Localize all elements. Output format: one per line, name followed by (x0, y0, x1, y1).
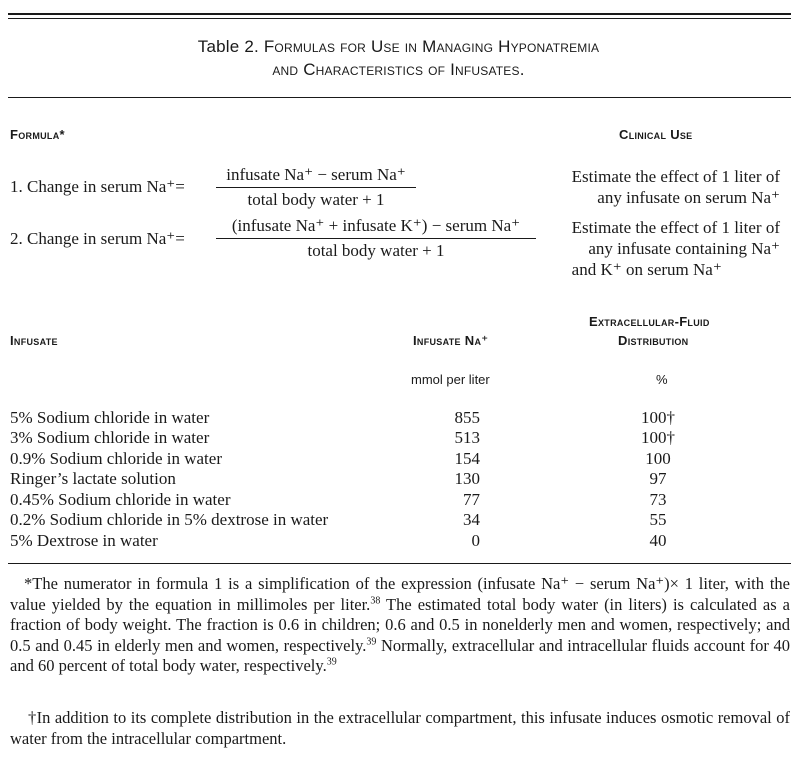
formula-2-fraction (216, 216, 536, 261)
formula-1-denominator: total body water + 1 (247, 190, 385, 209)
row-ecf-value: 100† (641, 408, 675, 427)
row-ecf-value: 97 (649, 469, 667, 488)
row-na-value: 513 (454, 428, 480, 447)
ecf-header-line1: Extracellular-Fluid (589, 314, 710, 329)
formula-1-clinical-use: Estimate the effect of 1 liter of any infusate on serum Na⁺ (571, 167, 780, 207)
row-ecf-value: 55 (649, 510, 667, 529)
formula-1-fraction (216, 165, 416, 210)
row-na-value: 855 (454, 408, 480, 427)
clinical-use-header: Clinical Use (619, 127, 693, 142)
row-infusate-name: 5% Dextrose in water (10, 531, 158, 550)
table-title (0, 37, 797, 57)
formula-2-denominator: total body water + 1 (307, 241, 445, 260)
row-infusate-name: 3% Sodium chloride in water (10, 428, 210, 447)
row-infusate-name: 5% Sodium chloride in water (10, 408, 210, 427)
row-infusate-name: 0.2% Sodium chloride in 5% dextrose in water (10, 510, 329, 529)
row-na-value: 77 (463, 490, 480, 509)
ecf-header-line2: Distribution (618, 333, 689, 348)
table-number: Table 2. (197, 37, 259, 56)
row-na-value: 130 (454, 469, 480, 488)
table-title-line1: Formulas for Use in Managing Hyponatremia (263, 37, 600, 56)
infusate-na-header: Infusate Na⁺ (413, 333, 489, 348)
title-rule (8, 97, 791, 98)
row-na-value: 34 (463, 510, 480, 529)
row-ecf-value: 40 (649, 531, 667, 550)
formula-1-numerator: infusate Na⁺ − serum Na⁺ (226, 165, 406, 184)
row-infusate-name: 0.9% Sodium chloride in water (10, 449, 222, 468)
row-ecf-value: 100 (645, 449, 671, 468)
na-units: mmol per liter (411, 372, 490, 387)
row-na-value: 0 (471, 531, 480, 550)
formula-2-numerator: (infusate Na⁺ + infusate K⁺) − serum Na⁺ (231, 216, 521, 235)
footnote-star: *The numerator in formula 1 is a simplification of the expression (infusate Na⁺ − serum Na⁺)× 1 liter, with the value yielded by the equation in millimoles per liter.$^{38}$ The estimated total body water (in liters) is calculated as a fraction of body weight. The fraction is 0.6 in children; 0.6 and 0.5 in nonelderly men and women, respectively; and 0.5 and 0.45 in elderly men and women, respectively.$^{39}$ Normally, extracellular and intracellular fluids account for 40 and 60 percent of total body water, respectively.$^{39}$ (10, 574, 790, 675)
formula-2-clinical-use: Estimate the effect of 1 liter of any infusate containing Na⁺ and K⁺ on serum Na⁺ (571, 218, 780, 279)
row-ecf-value: 73 (649, 490, 667, 509)
formula-1-label: 1. Change in serum Na⁺= (10, 177, 185, 196)
row-ecf-value: 100† (641, 428, 675, 447)
ecf-units: % (656, 372, 668, 387)
footnote-dagger: †In addition to its complete distribution in the extracellular compartment, this infusate induces osmotic removal of water from the intracellular compartment. (10, 708, 790, 748)
row-infusate-name: 0.45% Sodium chloride in water (10, 490, 231, 509)
infusate-header: Infusate (10, 333, 58, 348)
top-rule-thick (8, 13, 791, 15)
table-title-line2: and Characteristics of Infusates. (272, 60, 525, 79)
ref-39b: 39 (326, 656, 337, 668)
row-infusate-name: Ringer’s lactate solution (10, 469, 176, 488)
row-na-value: 154 (454, 449, 480, 468)
ref-38: 38 (370, 595, 381, 606)
top-rule-thin (8, 18, 791, 19)
ref-39: 39 (366, 636, 377, 647)
table-bottom-rule (8, 563, 791, 564)
formula-2-label: 2. Change in serum Na⁺= (10, 229, 185, 248)
formula-header: Formula* (10, 127, 65, 142)
